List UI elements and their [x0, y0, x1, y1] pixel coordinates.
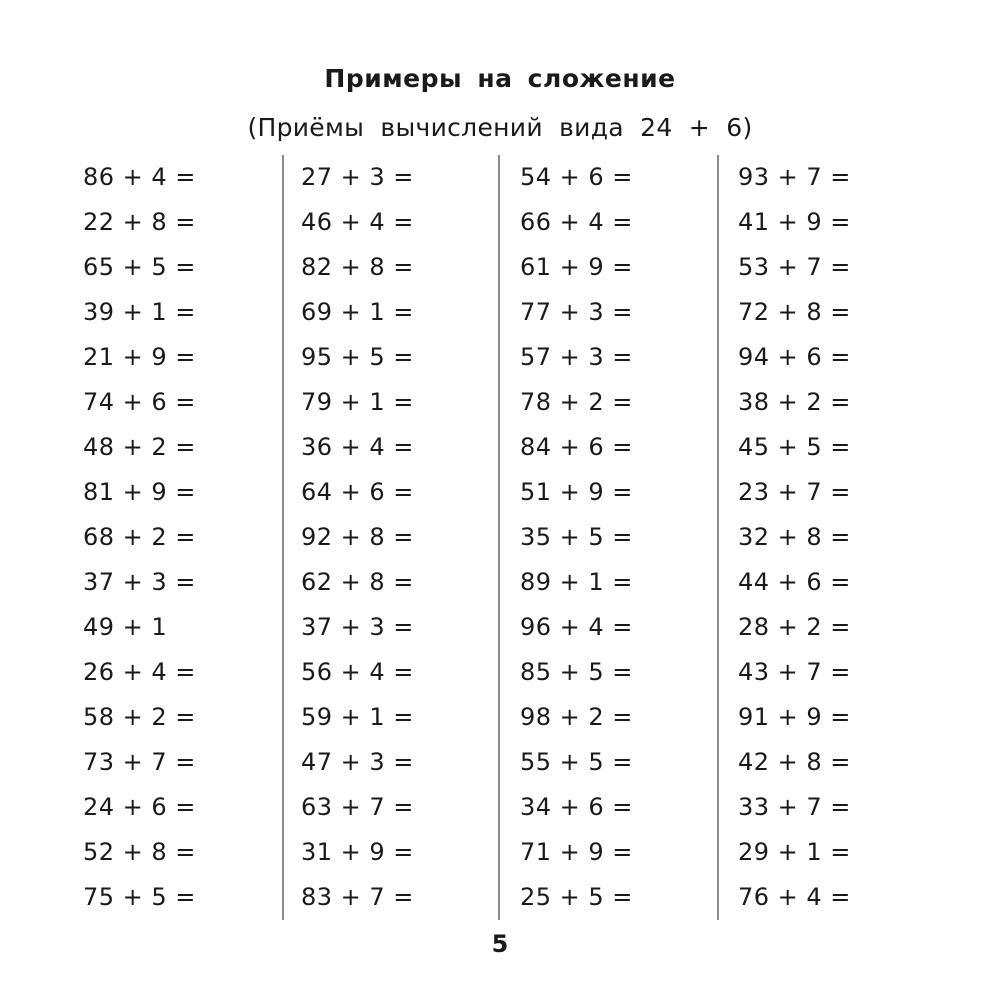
math-problem: 56 + 4 = [301, 658, 414, 686]
math-problem: 24 + 6 = [83, 793, 196, 821]
math-problem: 64 + 6 = [301, 478, 414, 506]
math-problem: 25 + 5 = [520, 883, 633, 911]
column-divider [498, 155, 500, 920]
math-problem: 94 + 6 = [738, 343, 851, 371]
math-problem: 27 + 3 = [301, 163, 414, 191]
math-problem: 39 + 1 = [83, 298, 196, 326]
math-problem: 59 + 1 = [301, 703, 414, 731]
math-problem: 93 + 7 = [738, 163, 851, 191]
math-problem: 36 + 4 = [301, 433, 414, 461]
math-problem: 31 + 9 = [301, 838, 414, 866]
math-problem: 52 + 8 = [83, 838, 196, 866]
math-problem: 47 + 3 = [301, 748, 414, 776]
math-problem: 51 + 9 = [520, 478, 633, 506]
math-problem: 78 + 2 = [520, 388, 633, 416]
math-problem: 74 + 6 = [83, 388, 196, 416]
math-problem: 71 + 9 = [520, 838, 633, 866]
math-problem: 61 + 9 = [520, 253, 633, 281]
math-problem: 33 + 7 = [738, 793, 851, 821]
column-divider [282, 155, 284, 920]
math-problem: 73 + 7 = [83, 748, 196, 776]
math-problem: 79 + 1 = [301, 388, 414, 416]
math-problem: 96 + 4 = [520, 613, 633, 641]
math-problem: 42 + 8 = [738, 748, 851, 776]
math-problem: 26 + 4 = [83, 658, 196, 686]
math-problem: 35 + 5 = [520, 523, 633, 551]
math-problem: 57 + 3 = [520, 343, 633, 371]
math-problem: 85 + 5 = [520, 658, 633, 686]
math-problem: 38 + 2 = [738, 388, 851, 416]
math-problem: 89 + 1 = [520, 568, 633, 596]
math-problem: 68 + 2 = [83, 523, 196, 551]
math-problem: 32 + 8 = [738, 523, 851, 551]
math-problem: 43 + 7 = [738, 658, 851, 686]
page-title: Примеры на сложение [324, 64, 676, 93]
page-number: 5 [491, 930, 509, 958]
math-problem: 77 + 3 = [520, 298, 633, 326]
math-problem: 41 + 9 = [738, 208, 851, 236]
math-problem: 37 + 3 = [83, 568, 196, 596]
math-problem: 69 + 1 = [301, 298, 414, 326]
math-problem: 63 + 7 = [301, 793, 414, 821]
math-problem: 98 + 2 = [520, 703, 633, 731]
math-problem: 22 + 8 = [83, 208, 196, 236]
math-problem: 53 + 7 = [738, 253, 851, 281]
math-problem: 86 + 4 = [83, 163, 196, 191]
math-problem: 55 + 5 = [520, 748, 633, 776]
math-problem: 46 + 4 = [301, 208, 414, 236]
math-problem: 82 + 8 = [301, 253, 414, 281]
math-problem: 23 + 7 = [738, 478, 851, 506]
math-problem: 34 + 6 = [520, 793, 633, 821]
math-problem: 75 + 5 = [83, 883, 196, 911]
math-problem: 72 + 8 = [738, 298, 851, 326]
column-divider [717, 155, 719, 920]
math-problem: 44 + 6 = [738, 568, 851, 596]
math-problem: 62 + 8 = [301, 568, 414, 596]
math-problem: 45 + 5 = [738, 433, 851, 461]
math-problem: 49 + 1 [83, 613, 168, 641]
math-problem: 58 + 2 = [83, 703, 196, 731]
page-subtitle: (Приёмы вычислений вида 24 + 6) [247, 113, 753, 142]
math-problem: 81 + 9 = [83, 478, 196, 506]
math-problem: 92 + 8 = [301, 523, 414, 551]
math-problem: 84 + 6 = [520, 433, 633, 461]
math-problem: 21 + 9 = [83, 343, 196, 371]
math-problem: 91 + 9 = [738, 703, 851, 731]
math-problem: 37 + 3 = [301, 613, 414, 641]
math-problem: 95 + 5 = [301, 343, 414, 371]
math-problem: 48 + 2 = [83, 433, 196, 461]
math-problem: 28 + 2 = [738, 613, 851, 641]
math-problem: 29 + 1 = [738, 838, 851, 866]
math-problem: 83 + 7 = [301, 883, 414, 911]
math-problem: 76 + 4 = [738, 883, 851, 911]
math-problem: 66 + 4 = [520, 208, 633, 236]
math-problem: 54 + 6 = [520, 163, 633, 191]
math-problem: 65 + 5 = [83, 253, 196, 281]
